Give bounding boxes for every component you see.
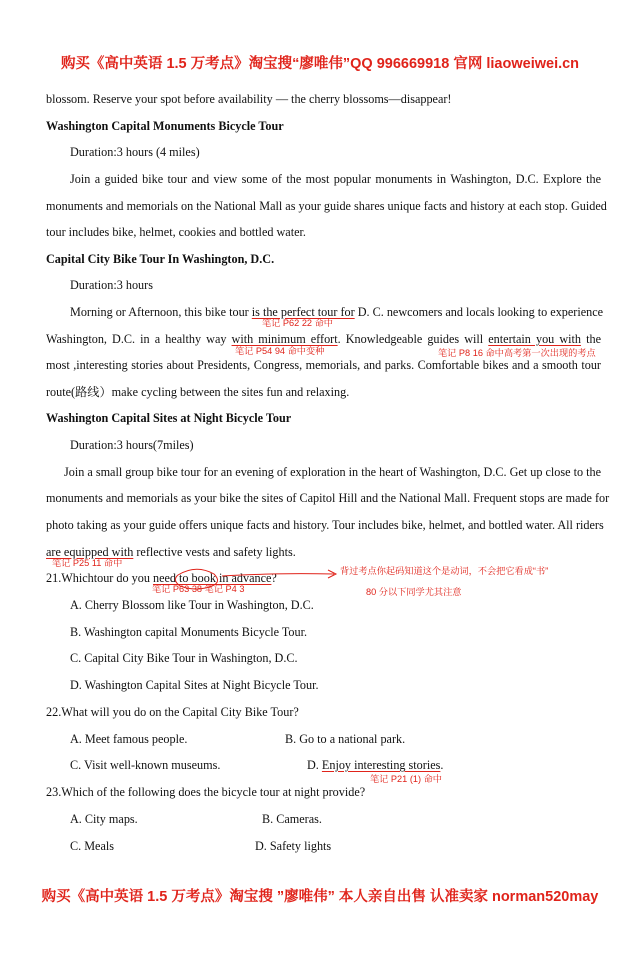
text-span: Washington, D.C. in a healthy way — [46, 332, 232, 346]
tour-title: Capital City Bike Tour In Washington, D.C. — [46, 252, 275, 266]
answer-option: A. City maps. — [70, 812, 138, 826]
text-span: the — [581, 332, 601, 346]
paragraph-line: monuments and memorials as your bike the sites of Capitol Hill and the National Mall. Frequent stops are made for — [46, 491, 610, 505]
underlined-phrase: are equipped with — [46, 545, 134, 559]
answer-option — [307, 758, 443, 772]
note-annotation: 笔记 P62 22 命中 — [262, 318, 333, 328]
note-annotation: 笔记 P21 (1) 命中 — [370, 774, 442, 784]
note-annotation: 笔记 P54 94 命中变种 — [235, 346, 325, 356]
answer-option: C. Meals — [70, 839, 115, 853]
text-span: D. — [307, 758, 322, 772]
tour-duration: Duration:3 hours — [70, 278, 153, 292]
answer-option: D. Washington Capital Sites at Night Bicycle Tour. — [70, 678, 319, 692]
answer-option: A. Cherry Blossom like Tour in Washington, D.C. — [70, 598, 314, 612]
underlined-phrase: need to book in advance — [152, 571, 272, 585]
paragraph-line — [70, 305, 604, 319]
text-span: . — [440, 758, 444, 772]
text-span: reflective vests and safety lights. — [133, 545, 296, 559]
note-annotation: 笔记 P63 38 笔记 P4 3 — [152, 584, 245, 594]
tour-duration: Duration:3 hours (4 miles) — [70, 145, 200, 159]
paragraph-line: most ,interesting stories about Presidents, Congress, memorials, and parks. Comfortable bikes and a smooth tour — [46, 358, 601, 372]
annotation-arrowhead — [328, 570, 336, 578]
text-span: 21.Whichtour do you — [46, 571, 153, 585]
underlined-phrase: entertain you with — [488, 332, 582, 346]
tour-title: Washington Capital Sites at Night Bicycle Tour — [46, 411, 292, 425]
paragraph-line: Join a small group bike tour for an evening of exploration in the heart of Washington, D.C. Get up close to the — [64, 465, 601, 479]
answer-option: C. Visit well-known museums. — [70, 758, 221, 772]
paragraph-line: Join a guided bike tour and view some of the most popular monuments in Washington, D.C. Explore the — [70, 172, 601, 186]
underlined-phrase: with minimum effort — [231, 332, 338, 346]
answer-option: C. Capital City Bike Tour in Washington, D.C. — [70, 651, 298, 665]
note-annotation: 笔记 P25 11 命中 — [52, 558, 123, 568]
answer-option: D. Safety lights — [255, 839, 332, 853]
question-stem: 23.Which of the following does the bicycle tour at night provide? — [46, 785, 366, 799]
note-annotation: 笔记 P8 16 命中高考第一次出现的考点 — [438, 348, 596, 358]
text-span: Morning or Afternoon, this bike tour — [70, 305, 252, 319]
intro-line: blossom. Reserve your spot before availability — the cherry blossoms—disappear! — [46, 92, 452, 106]
ad-banner-bottom: 购买《高中英语 1.5 万考点》淘宝搜 ”廖唯伟” 本人亲自出售 认准卖家 norman520may — [41, 889, 599, 905]
ad-banner-top: 购买《高中英语 1.5 万考点》淘宝搜“廖唯伟”QQ 996669918 官网 liaoweiwei.cn — [60, 56, 580, 72]
answer-option: B. Go to a national park. — [285, 732, 406, 746]
paragraph-line: route(路线）make cycling between the sites fun and relaxing. — [46, 385, 350, 399]
tour-duration: Duration:3 hours(7miles) — [70, 438, 194, 452]
answer-option: A. Meet famous people. — [70, 732, 188, 746]
paragraph-line: monuments and memorials on the National Mall as your guide shares unique facts and history at each stop. Guided — [46, 199, 607, 213]
question-stem — [46, 571, 277, 585]
question-stem: 22.What will you do on the Capital City Bike Tour? — [46, 705, 299, 719]
text-span: D. C. newcomers and locals looking to experience — [354, 305, 604, 319]
answer-option: B. Cameras. — [262, 812, 322, 826]
underlined-phrase: Enjoy interesting stories — [321, 758, 441, 772]
tour-title: Washington Capital Monuments Bicycle Tour — [46, 119, 284, 133]
answer-option: B. Washington capital Monuments Bicycle Tour. — [70, 625, 308, 639]
text-span: ? — [271, 571, 277, 585]
paragraph-line: tour includes bike, helmet, cookies and bottled water. — [46, 225, 306, 239]
note-annotation: 背过考点你起码知道这个是动词，不会把它看成“书” — [340, 566, 549, 576]
paragraph-line — [46, 545, 296, 559]
paragraph-line: photo taking as your guide offers unique facts and history. Tour includes bike, helmet, and bottled water. All riders — [46, 518, 604, 532]
text-span: . Knowledgeable guides will — [337, 332, 489, 346]
paragraph-line — [46, 332, 601, 346]
note-annotation: 80 分以下同学尤其注意 — [366, 587, 462, 597]
underlined-phrase: is the perfect tour for — [251, 305, 355, 319]
